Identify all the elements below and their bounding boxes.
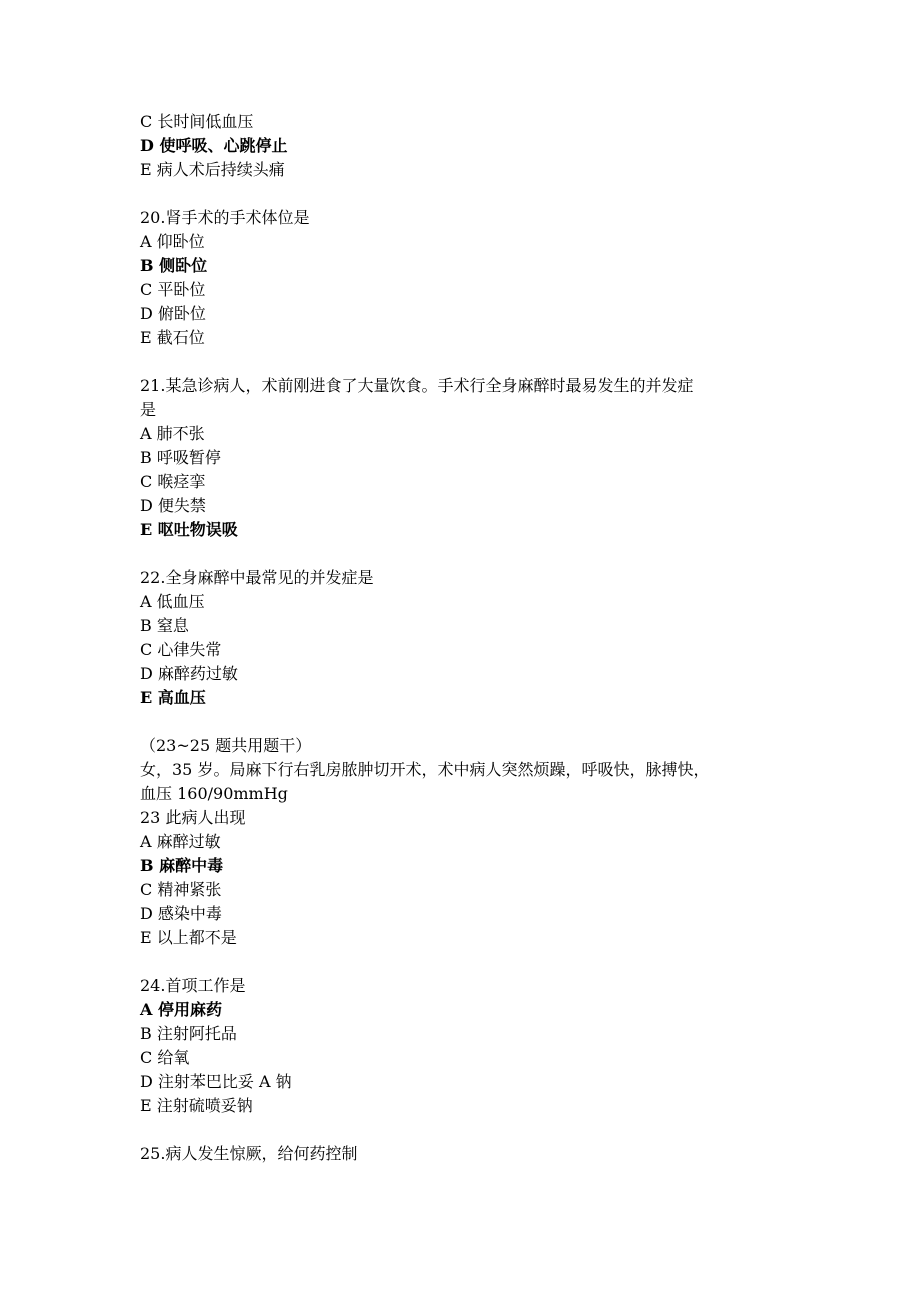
option-d: D 俯卧位 xyxy=(140,304,206,323)
option-d: D 感染中毒 xyxy=(140,904,222,923)
question-text-line-2: 是 xyxy=(140,400,157,419)
option-a-answer: A 停用麻药 xyxy=(140,1000,222,1019)
option-a: A 麻醉过敏 xyxy=(140,832,221,851)
option-b: B 呼吸暂停 xyxy=(140,448,221,467)
question-text: 20.肾手术的手术体位是 xyxy=(140,208,310,227)
question-22 xyxy=(140,566,800,710)
option-c: C 长时间低血压 xyxy=(140,112,254,131)
shared-stem-header: （23~25 题共用题干） xyxy=(140,736,312,755)
shared-stem-line-2: 血压 160/90mmHg xyxy=(140,784,288,803)
option-e: E 注射硫喷妥钠 xyxy=(140,1096,253,1115)
option-e-answer: E 呕吐物误吸 xyxy=(140,520,238,539)
option-e: E 病人术后持续头痛 xyxy=(140,160,285,179)
option-b-answer: B 侧卧位 xyxy=(140,256,208,275)
option-e-answer: E 高血压 xyxy=(140,688,206,707)
spacer xyxy=(140,950,800,974)
option-e: E 以上都不是 xyxy=(140,928,237,947)
question-19-tail xyxy=(140,110,800,182)
question-25 xyxy=(140,1142,800,1166)
shared-stem-line-1: 女，35 岁。局麻下行右乳房脓肿切开术，术中病人突然烦躁，呼吸快，脉搏快， xyxy=(140,760,710,779)
option-d: D 注射苯巴比妥 A 钠 xyxy=(140,1072,292,1091)
document-page xyxy=(140,110,800,1166)
spacer xyxy=(140,350,800,374)
option-a: A 仰卧位 xyxy=(140,232,205,251)
question-text: 23 此病人出现 xyxy=(140,808,246,827)
question-text: 25.病人发生惊厥，给何药控制 xyxy=(140,1144,358,1163)
option-e: E 截石位 xyxy=(140,328,205,347)
question-24 xyxy=(140,974,800,1118)
option-c: C 心律失常 xyxy=(140,640,222,659)
shared-stem xyxy=(140,734,800,806)
question-text: 24.首项工作是 xyxy=(140,976,246,995)
question-20 xyxy=(140,206,800,350)
option-c: C 平卧位 xyxy=(140,280,206,299)
option-a: A 低血压 xyxy=(140,592,205,611)
spacer xyxy=(140,182,800,206)
option-d: D 麻醉药过敏 xyxy=(140,664,238,683)
spacer xyxy=(140,1118,800,1142)
option-b: B 注射阿托品 xyxy=(140,1024,237,1043)
question-text: 22.全身麻醉中最常见的并发症是 xyxy=(140,568,374,587)
spacer xyxy=(140,710,800,734)
option-d: D 便失禁 xyxy=(140,496,206,515)
option-b: B 窒息 xyxy=(140,616,189,635)
option-c: C 精神紧张 xyxy=(140,880,222,899)
option-c: C 给氧 xyxy=(140,1048,190,1067)
spacer xyxy=(140,542,800,566)
question-text-line-1: 21.某急诊病人，术前刚进食了大量饮食。手术行全身麻醉时最易发生的并发症 xyxy=(140,376,694,395)
option-d-answer: D 使呼吸、心跳停止 xyxy=(140,136,288,155)
option-b-answer: B 麻醉中毒 xyxy=(140,856,224,875)
option-c: C 喉痉挛 xyxy=(140,472,206,491)
question-21 xyxy=(140,374,800,542)
option-a: A 肺不张 xyxy=(140,424,205,443)
question-23 xyxy=(140,806,800,950)
